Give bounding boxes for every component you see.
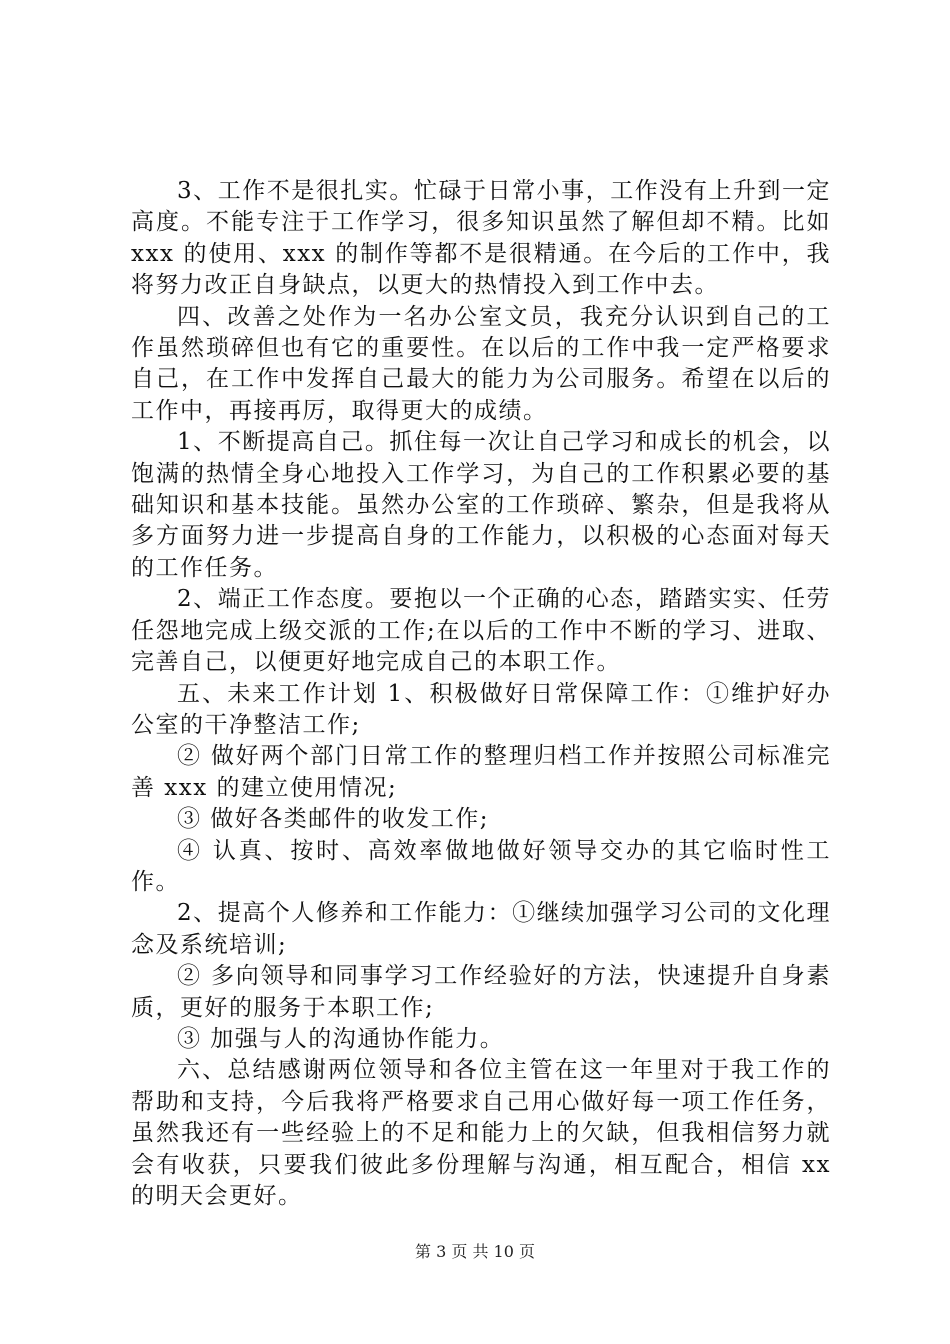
paragraph-12: 六、总结感谢两位领导和各位主管在这一年里对于我工作的帮助和支持，今后我将严格要求自己用心做好每一项工作任务，虽然我还有一些经验上的不足和能力上的欠缺，但我相信努力就会有收获，只要我们彼此多份理解与沟通，相互配合，相信 xx 的明天会更好。 [131,1057,831,1209]
paragraph-2: 四、改善之处作为一名办公室文员，我充分认识到自己的工作虽然琐碎但也有它的重要性。在以后的工作中我一定严格要求自己，在工作中发挥自己最大的能力为公司服务。希望在以后的工作中，再接再厉，取得更大的成绩。 [131,303,831,424]
paragraph-11: ③ 加强与人的沟通协作能力。 [177,1025,505,1052]
paragraph-5: 五、未来工作计划 1、积极做好日常保障工作：①维护好办公室的干净整洁工作; [131,680,831,738]
paragraph-1: 3、工作不是很扎实。忙碌于日常小事，工作没有上升到一定高度。不能专注于工作学习，很多知识虽然了解但却不精。比如 xxx 的使用、xxx 的制作等都不是很精通。在今后的工作中，我将努力改正自身缺点，以更大的热情投入到工作中去。 [131,178,831,299]
paragraph-10: ② 多向领导和同事学习工作经验好的方法，快速提升自身素质，更好的服务于本职工作; [131,963,831,1021]
paragraph-6: ② 做好两个部门日常工作的整理归档工作并按照公司标准完善 xxx 的建立使用情况; [131,743,831,801]
paragraph-9: 2、提高个人修养和工作能力：①继续加强学习公司的文化理念及系统培训; [131,900,831,958]
paragraph-4: 2、端正工作态度。要抱以一个正确的心态，踏踏实实、任劳任怨地完成上级交派的工作;在以后的工作中不断的学习、进取、完善自己，以便更好地完成自己的本职工作。 [131,586,831,676]
document-body [131,176,831,1212]
paragraph-8: ④ 认真、按时、高效率做地做好领导交办的其它临时性工作。 [131,837,831,895]
paragraph-3: 1、不断提高自己。抓住每一次让自己学习和成长的机会，以饱满的热情全身心地投入工作学习，为自己的工作积累必要的基础知识和基本技能。虽然办公室的工作琐碎、繁杂，但是我将从多方面努力进一步提高自身的工作能力，以积极的心态面对每天的工作任务。 [131,429,831,581]
page-footer: 第 3 页 共 10 页 [415,1242,535,1261]
paragraph-7: ③ 做好各类邮件的收发工作; [177,806,490,833]
